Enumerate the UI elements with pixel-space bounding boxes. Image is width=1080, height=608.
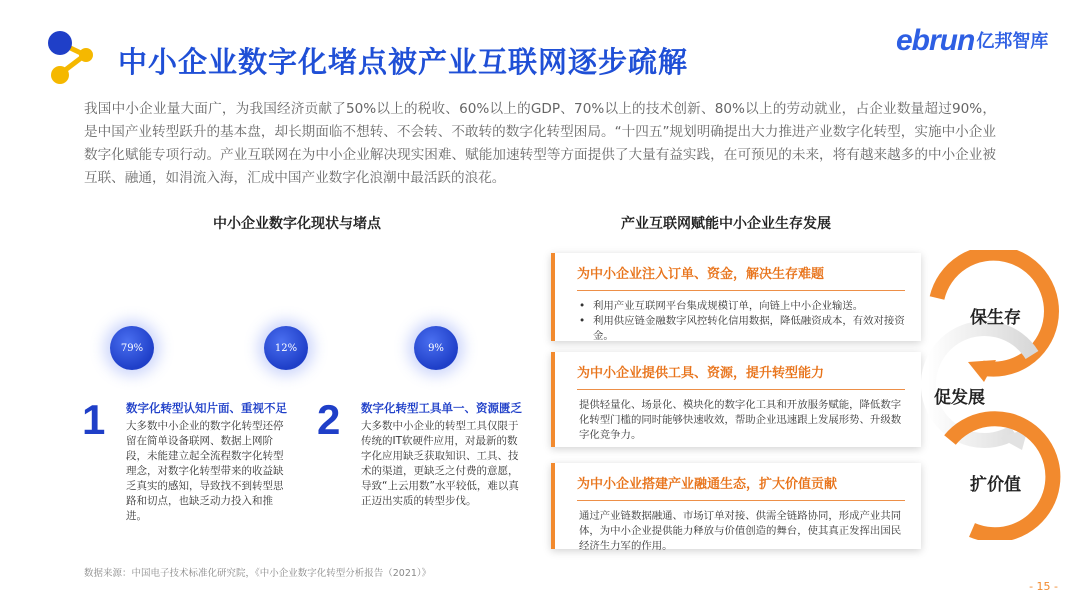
page-title: 中小企业数字化堵点被产业互联网逐步疏解 <box>118 45 689 79</box>
item-body-1: 大多数中小企业的数字化转型还停留在简单设备联网、数据上网阶段，未能建立起全流程数字化转型理念，对数字化转型带来的收益缺乏真实的感知，导致找不到转型思路和切点，也缺乏动力投入和推进。 <box>126 420 284 522</box>
brand-logo <box>896 24 1048 58</box>
card-body-3: 通过产业链数据融通、市场订单对接、供需全链路协同，形成产业共同体，为中小企业提供能力释放与价值创造的舞台，使其真正发挥出国民经济生力军的作用。 <box>579 510 902 552</box>
item-number-1: 1 <box>82 396 106 443</box>
stat-circle-1: 79% <box>110 326 154 370</box>
item-number-2: 2 <box>317 396 341 443</box>
brand-cn: 亿邦智库 <box>976 31 1049 51</box>
page-number: - 15 - <box>1029 580 1058 593</box>
card-head-2: 为中小企业提供工具、资源，提升转型能力 <box>577 366 825 381</box>
cycle-diagram <box>892 250 1062 540</box>
cycle-label-develop: 促发展 <box>934 388 985 408</box>
card-divider <box>577 500 905 501</box>
cycle-label-value: 扩价值 <box>970 475 1021 495</box>
benefit-card-3 <box>551 463 921 552</box>
item-head-1: 数字化转型认知片面、重视不足 <box>126 401 287 415</box>
cycle-label-survive: 保生存 <box>970 308 1021 328</box>
brand-en: ebrun <box>896 24 975 57</box>
card-divider <box>577 389 905 390</box>
benefit-card-1 <box>551 253 921 341</box>
card-head-1: 为中小企业注入订单、资金，解决生存难题 <box>577 267 825 282</box>
card-bullet: • 利用产业互联网平台集成规模订单，向链上中小企业输送。 <box>579 299 905 314</box>
card-body-2: 提供轻量化、场景化、模块化的数字化工具和开放服务赋能，降低数字化转型门槛的同时能够快速收效，帮助企业迅速跟上发展形势、升级数字化竞争力。 <box>579 399 902 441</box>
benefit-card-2 <box>551 352 921 447</box>
stat-circle-3: 9% <box>414 326 458 370</box>
card-head-3: 为中小企业搭建产业融通生态，扩大价值贡献 <box>577 477 838 492</box>
right-section-title: 产业互联网赋能中小企业生存发展 <box>621 216 831 232</box>
item-head-2: 数字化转型工具单一、资源匮乏 <box>361 401 522 415</box>
stat-circle-2: 12% <box>264 326 308 370</box>
card-body-1 <box>555 291 921 344</box>
item-body-2: 大多数中小企业的转型工具仅限于传统的IT软硬件应用，对最新的数字化应用缺乏获取知识、工具、技术的渠道，更缺乏之付费的意愿，导致“上云用数”水平较低，难以真正迈出实质的转型步伐。 <box>361 420 519 507</box>
data-source: 数据来源：中国电子技术标准化研究院，《中小企业数字化转型分析报告（2021）》 <box>84 568 432 579</box>
card-divider <box>577 290 905 291</box>
left-section-title: 中小企业数字化现状与堵点 <box>213 216 381 232</box>
card-bullet: • 利用供应链金融数字风控转化信用数据，降低融资成本，有效对接资金。 <box>579 314 905 344</box>
intro-paragraph: 我国中小企业量大面广，为我国经济贡献了50%以上的税收、60%以上的GDP、70%以上的技术创新、80%以上的劳动就业，占企业数量超过90%，是中国产业转型跃升的基本盘，却长期面临不想转、不会转、不敢转的数字化转型困局。“十四五”规划明确提出大力推进产业数字化转型，实施中小企业数字化赋能专项行动。产业互联网在为中小企业解决现实困难、赋能加速转型等方面提供了大量有益实践，在可预见的未来，将有越来越多的中小企业被互联、融通，如涓流入海，汇成中国产业数字化浪潮中最活跃的浪花。 <box>84 101 996 186</box>
logo-icon <box>42 30 102 86</box>
